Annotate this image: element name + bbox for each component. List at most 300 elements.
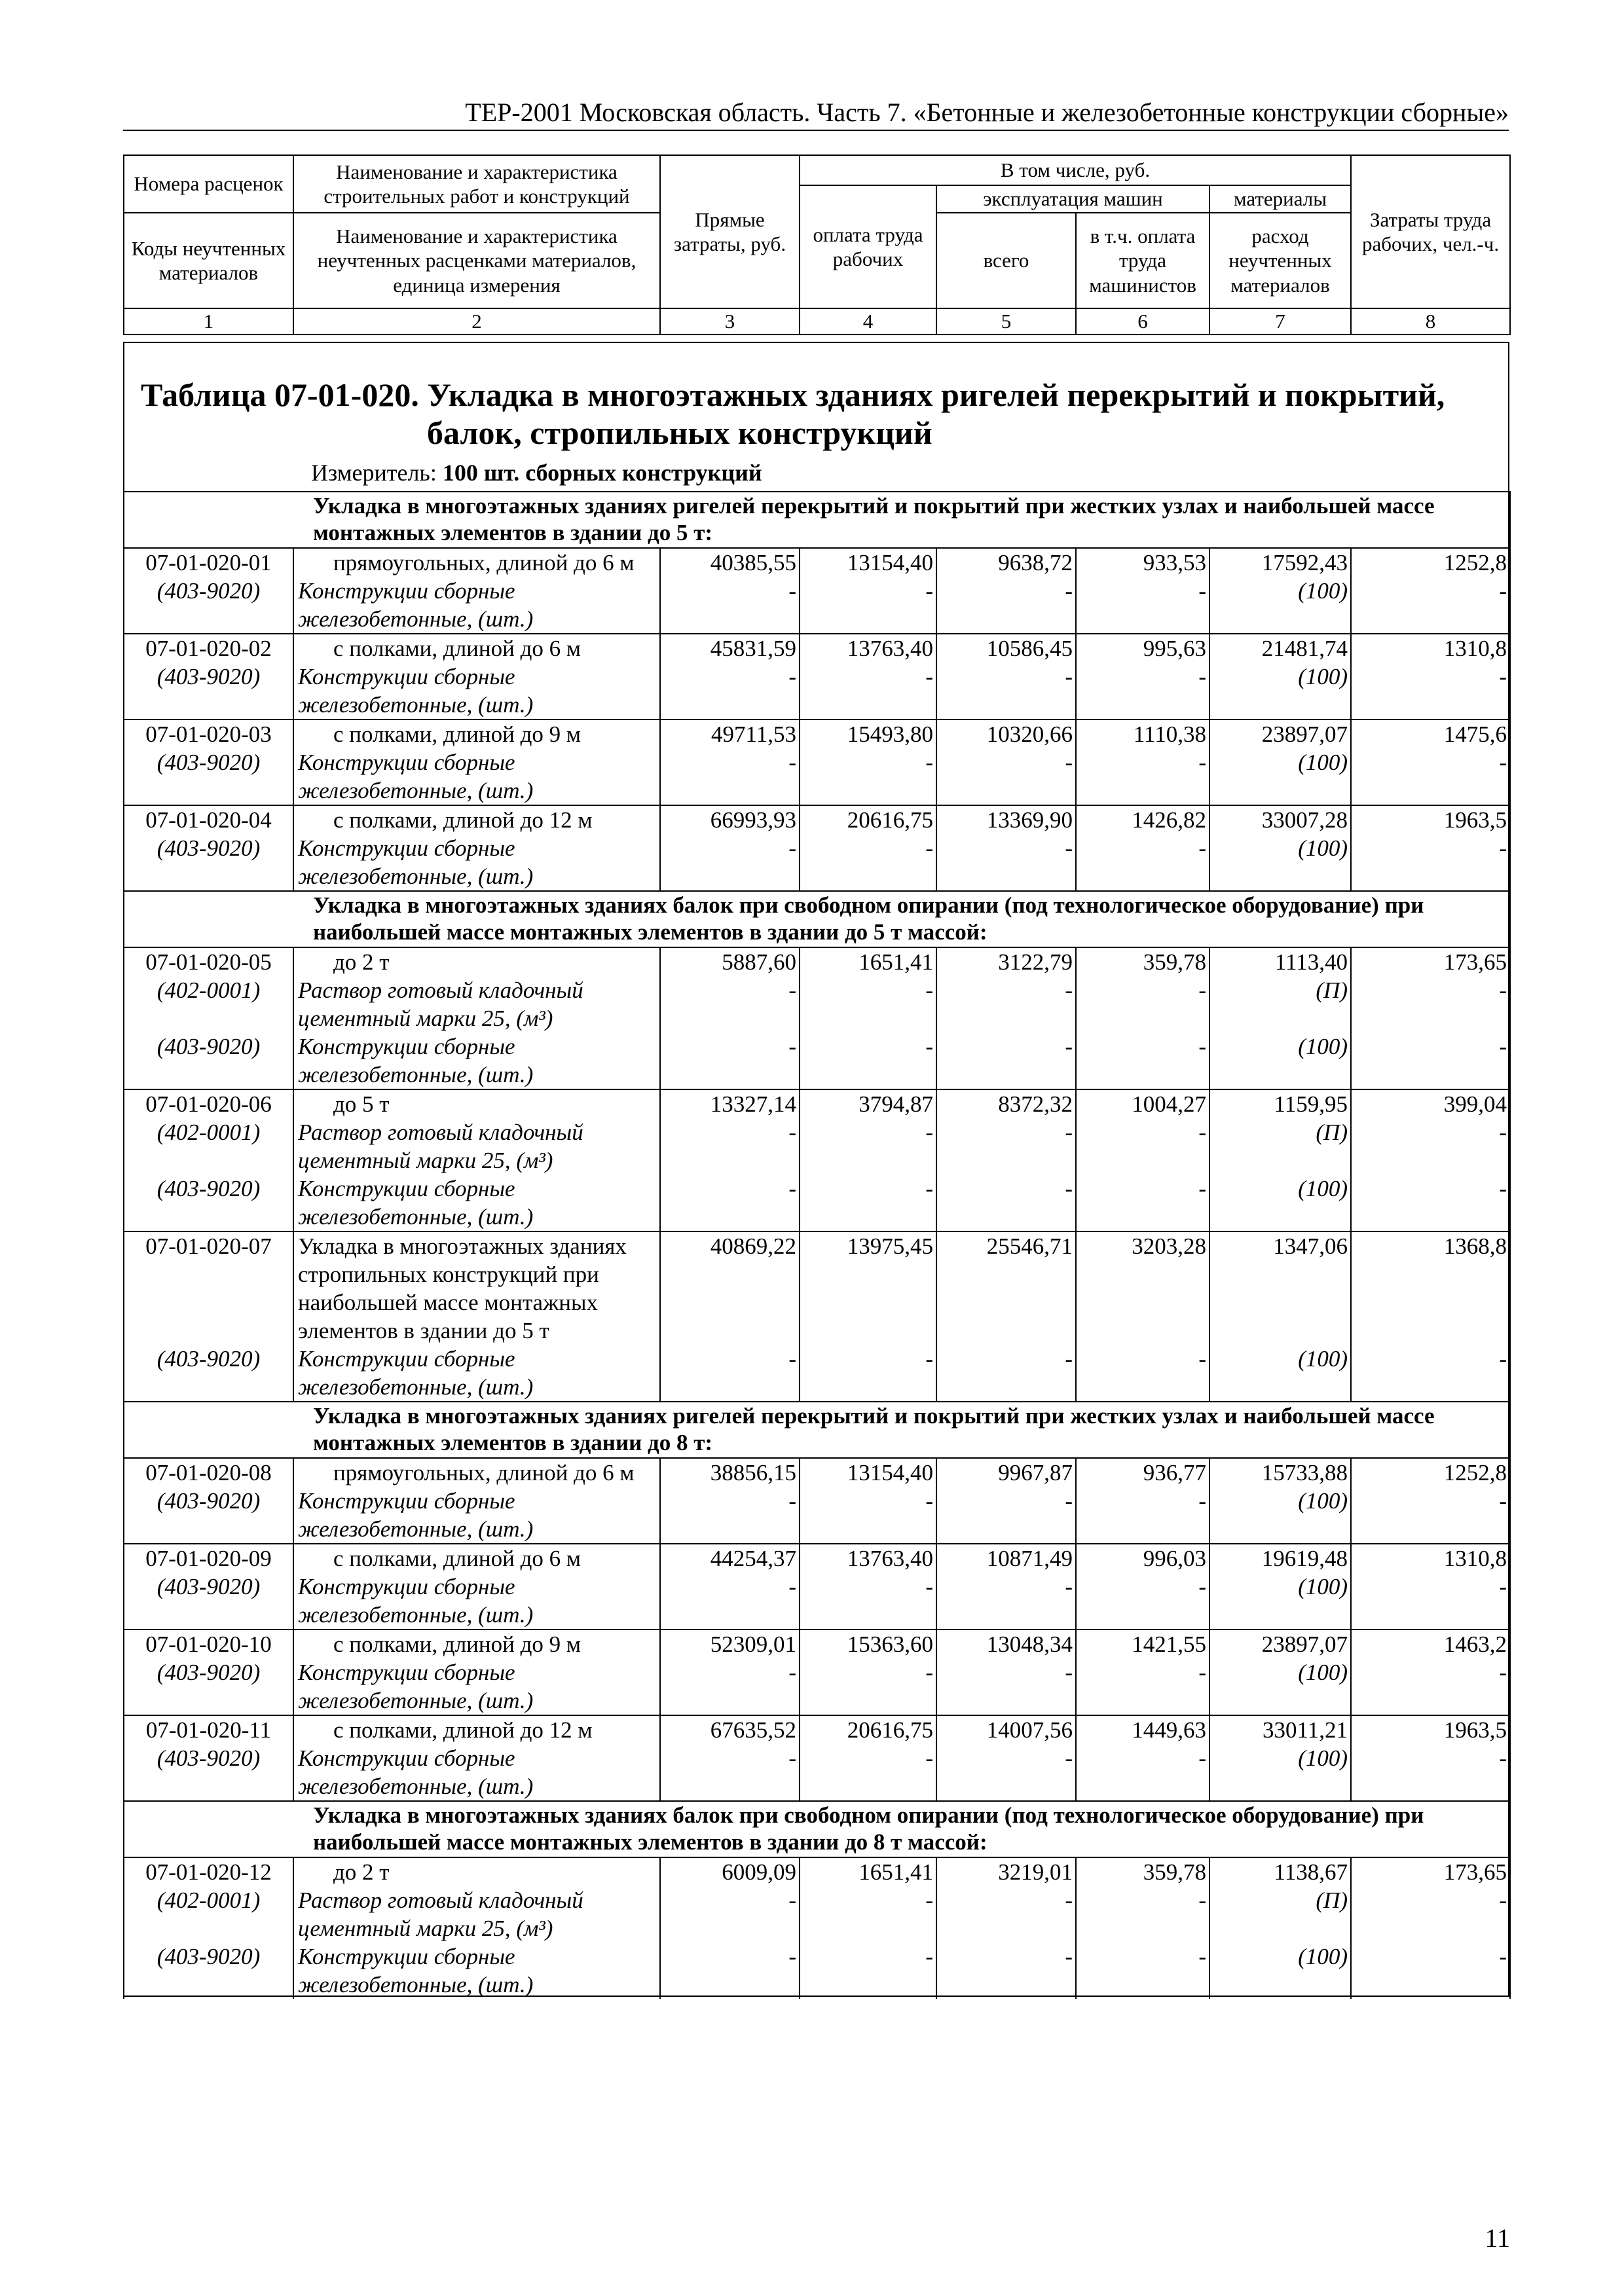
- table-row: [124, 720, 1510, 748]
- table-row: [124, 776, 1510, 805]
- empty-cell: [660, 1317, 800, 1345]
- dash-cell: -: [660, 1744, 800, 1772]
- column-number: 4: [800, 308, 936, 335]
- empty-cell: [1209, 1004, 1351, 1032]
- empty-cell: [936, 605, 1076, 634]
- dash-cell: -: [1076, 1886, 1209, 1914]
- empty-cell: [1076, 1260, 1209, 1288]
- material-name: Конструкции сборные: [293, 663, 660, 691]
- dash-cell: -: [1076, 1345, 1209, 1373]
- material-name: Конструкции сборные: [293, 1345, 660, 1373]
- labor-hours-value: 1310,8: [1351, 1544, 1510, 1573]
- empty-cell: [936, 1772, 1076, 1801]
- machinists-pay-value: 996,03: [1076, 1544, 1209, 1573]
- dash-cell: -: [1076, 748, 1209, 776]
- dash-cell: -: [1351, 1658, 1510, 1686]
- machines-total-value: 25546,71: [936, 1231, 1076, 1260]
- dash-cell: -: [1076, 1175, 1209, 1203]
- dash-cell: -: [936, 577, 1076, 605]
- material-quantity: (100): [1209, 1175, 1351, 1203]
- material-name: Раствор готовый кладочный: [293, 1886, 660, 1914]
- dash-cell: -: [800, 1175, 936, 1203]
- direct-costs-value: 5887,60: [660, 947, 800, 976]
- section-title: Укладка в многоэтажных зданиях балок при свободном опирании (под технологическое оборудование) при наибольшей массе монтажных элементов в здании до 8 т массой:: [124, 1801, 1510, 1857]
- table-row: [124, 1487, 1510, 1515]
- page-number: 11: [1485, 2223, 1510, 2253]
- material-quantity: (100): [1209, 1487, 1351, 1515]
- dash-cell: -: [1076, 1487, 1209, 1515]
- material-code: (402-0001): [124, 976, 293, 1004]
- empty-cell: [936, 1914, 1076, 1942]
- labor-pay-value: 3794,87: [800, 1089, 936, 1118]
- empty-cell: [1209, 1203, 1351, 1231]
- rate-name: с полками, длиной до 12 м: [293, 1715, 660, 1744]
- table-row: [124, 1373, 1510, 1402]
- empty-cell: [660, 691, 800, 720]
- rate-name-continued: стропильных конструкций при: [293, 1260, 660, 1288]
- direct-costs-value: 49711,53: [660, 720, 800, 748]
- table-title-continued: балок, стропильных конструкций: [427, 414, 932, 451]
- dash-cell: -: [1351, 1175, 1510, 1203]
- dash-cell: -: [660, 1886, 800, 1914]
- material-name: Конструкции сборные: [293, 1032, 660, 1061]
- material-quantity: (100): [1209, 1942, 1351, 1971]
- dash-cell: -: [936, 1118, 1076, 1146]
- dash-cell: -: [800, 577, 936, 605]
- empty-cell: [1351, 1004, 1510, 1032]
- empty-cell: [936, 1373, 1076, 1402]
- material-code: (403-9020): [124, 1942, 293, 1971]
- dash-cell: -: [1076, 663, 1209, 691]
- empty-cell: [800, 862, 936, 891]
- rate-name: прямоугольных, длиной до 6 м: [293, 548, 660, 577]
- empty-cell: [1209, 1061, 1351, 1089]
- empty-cell: [660, 1061, 800, 1089]
- labor-hours-value: 399,04: [1351, 1089, 1510, 1118]
- material-code: (403-9020): [124, 1658, 293, 1686]
- dash-cell: -: [800, 1942, 936, 1971]
- rate-name: с полками, длиной до 9 м: [293, 1630, 660, 1658]
- rate-name: с полками, длиной до 6 м: [293, 1544, 660, 1573]
- material-quantity: (П): [1209, 1118, 1351, 1146]
- dash-cell: -: [1351, 1118, 1510, 1146]
- direct-costs-value: 45831,59: [660, 634, 800, 663]
- material-code: (402-0001): [124, 1886, 293, 1914]
- machines-total-value: 10320,66: [936, 720, 1076, 748]
- machinists-pay-value: 3203,28: [1076, 1231, 1209, 1260]
- materials-cost-value: 33007,28: [1209, 805, 1351, 834]
- materials-cost-value: 19619,48: [1209, 1544, 1351, 1573]
- material-quantity: (100): [1209, 1744, 1351, 1772]
- dash-cell: -: [936, 1942, 1076, 1971]
- machinists-pay-value: 1004,27: [1076, 1089, 1209, 1118]
- empty-cell: [660, 862, 800, 891]
- empty-cell: [660, 1601, 800, 1630]
- material-code: (403-9020): [124, 1744, 293, 1772]
- empty-cell: [936, 1515, 1076, 1544]
- dash-cell: -: [1076, 1744, 1209, 1772]
- empty-cell: [124, 1971, 293, 1999]
- empty-cell: [1076, 691, 1209, 720]
- column-number: 2: [293, 308, 660, 335]
- labor-pay-value: 13975,45: [800, 1231, 936, 1260]
- header-labor-cost: Затраты труда рабочих, чел.-ч.: [1351, 155, 1510, 308]
- material-name-continued: цементный марки 25, (м³): [293, 1146, 660, 1175]
- dash-cell: -: [1351, 1942, 1510, 1971]
- empty-cell: [800, 1288, 936, 1317]
- machinists-pay-value: 1421,55: [1076, 1630, 1209, 1658]
- empty-cell: [1076, 1203, 1209, 1231]
- material-quantity: (100): [1209, 1658, 1351, 1686]
- table-row: [124, 577, 1510, 605]
- labor-pay-value: 13154,40: [800, 1458, 936, 1487]
- direct-costs-value: 44254,37: [660, 1544, 800, 1573]
- empty-cell: [800, 1971, 936, 1999]
- rate-code: 07-01-020-12: [124, 1857, 293, 1886]
- table-row: [124, 1515, 1510, 1544]
- material-name-continued: железобетонные, (шт.): [293, 605, 660, 634]
- column-number: 6: [1076, 308, 1209, 335]
- material-name: Конструкции сборные: [293, 1942, 660, 1971]
- header-unaccounted-materials: расход неучтенных материалов: [1209, 213, 1351, 308]
- empty-cell: [1351, 1061, 1510, 1089]
- empty-cell: [1209, 1515, 1351, 1544]
- empty-cell: [1076, 1686, 1209, 1715]
- dash-cell: -: [660, 1942, 800, 1971]
- empty-cell: [660, 776, 800, 805]
- meter-value: 100 шт. сборных конструкций: [442, 460, 762, 486]
- dash-cell: -: [936, 748, 1076, 776]
- empty-cell: [936, 1004, 1076, 1032]
- dash-cell: -: [800, 834, 936, 862]
- table-row: [124, 1260, 1510, 1288]
- rate-code: 07-01-020-04: [124, 805, 293, 834]
- dash-cell: -: [1076, 1658, 1209, 1686]
- column-number: 8: [1351, 308, 1510, 335]
- rate-code: 07-01-020-05: [124, 947, 293, 976]
- dash-cell: -: [1351, 1032, 1510, 1061]
- empty-cell: [124, 1061, 293, 1089]
- section-header: [124, 1801, 1510, 1857]
- material-name: Конструкции сборные: [293, 1744, 660, 1772]
- machines-total-value: 10586,45: [936, 634, 1076, 663]
- labor-hours-value: 1963,5: [1351, 1715, 1510, 1744]
- table-row: [124, 1630, 1510, 1658]
- dash-cell: -: [660, 1032, 800, 1061]
- table-row: [124, 1089, 1510, 1118]
- table-row: [124, 1686, 1510, 1715]
- dash-cell: -: [936, 976, 1076, 1004]
- machinists-pay-value: 995,63: [1076, 634, 1209, 663]
- machinists-pay-value: 1110,38: [1076, 720, 1209, 748]
- dash-cell: -: [800, 1487, 936, 1515]
- empty-cell: [1209, 1601, 1351, 1630]
- material-code: (403-9020): [124, 748, 293, 776]
- empty-cell: [124, 691, 293, 720]
- table-row: [124, 1971, 1510, 1999]
- material-name-continued: железобетонные, (шт.): [293, 1772, 660, 1801]
- empty-cell: [1076, 1515, 1209, 1544]
- rate-name-continued: элементов в здании до 5 т: [293, 1317, 660, 1345]
- machines-total-value: 14007,56: [936, 1715, 1076, 1744]
- material-quantity: (100): [1209, 1573, 1351, 1601]
- dash-cell: -: [660, 1345, 800, 1373]
- direct-costs-value: 40385,55: [660, 548, 800, 577]
- empty-cell: [124, 1317, 293, 1345]
- header-direct-costs: Прямые затраты, руб.: [660, 155, 800, 308]
- dash-cell: -: [800, 1345, 936, 1373]
- machines-total-value: 10871,49: [936, 1544, 1076, 1573]
- header-material-names: Наименование и характеристика неучтенных расценками материалов, единица измерения: [293, 213, 660, 308]
- empty-cell: [660, 1260, 800, 1288]
- material-code: (403-9020): [124, 663, 293, 691]
- material-quantity: (100): [1209, 663, 1351, 691]
- table-row: [124, 805, 1510, 834]
- empty-cell: [800, 605, 936, 634]
- empty-cell: [1209, 691, 1351, 720]
- rate-code: 07-01-020-02: [124, 634, 293, 663]
- dash-cell: -: [1351, 834, 1510, 862]
- header-rate-numbers: Номера расценок: [124, 155, 293, 213]
- dash-cell: -: [660, 663, 800, 691]
- direct-costs-value: 66993,93: [660, 805, 800, 834]
- header-labor-pay: оплата труда рабочих: [800, 185, 936, 308]
- empty-cell: [800, 776, 936, 805]
- material-name: Раствор готовый кладочный: [293, 976, 660, 1004]
- table-row: [124, 947, 1510, 976]
- empty-cell: [660, 1971, 800, 1999]
- dash-cell: -: [1351, 1886, 1510, 1914]
- material-name: Конструкции сборные: [293, 1658, 660, 1686]
- column-number: 3: [660, 308, 800, 335]
- material-quantity: (100): [1209, 1032, 1351, 1061]
- empty-cell: [1351, 1686, 1510, 1715]
- table-row: [124, 834, 1510, 862]
- direct-costs-value: 6009,09: [660, 1857, 800, 1886]
- dash-cell: -: [1076, 834, 1209, 862]
- rate-name-continued: наибольшей массе монтажных: [293, 1288, 660, 1317]
- empty-cell: [124, 1515, 293, 1544]
- table-row: [124, 1203, 1510, 1231]
- empty-cell: [1351, 862, 1510, 891]
- machinists-pay-value: 936,77: [1076, 1458, 1209, 1487]
- empty-cell: [800, 1515, 936, 1544]
- materials-cost-value: 15733,88: [1209, 1458, 1351, 1487]
- empty-cell: [936, 691, 1076, 720]
- table-row: [124, 1573, 1510, 1601]
- dash-cell: -: [800, 1118, 936, 1146]
- rate-name: прямоугольных, длиной до 6 м: [293, 1458, 660, 1487]
- labor-pay-value: 13154,40: [800, 548, 936, 577]
- table-row: [124, 976, 1510, 1004]
- material-name-continued: железобетонные, (шт.): [293, 691, 660, 720]
- table-row: [124, 1601, 1510, 1630]
- rate-code: 07-01-020-07: [124, 1231, 293, 1260]
- table-row: [124, 1061, 1510, 1089]
- header-work-name: Наименование и характеристика строительных работ и конструкций: [293, 155, 660, 213]
- empty-cell: [1076, 1601, 1209, 1630]
- dash-cell: -: [660, 577, 800, 605]
- empty-cell: [1209, 1971, 1351, 1999]
- empty-cell: [936, 1203, 1076, 1231]
- rate-name: до 5 т: [293, 1089, 660, 1118]
- table-row: [124, 1658, 1510, 1686]
- dash-cell: -: [800, 1032, 936, 1061]
- materials-cost-value: 33011,21: [1209, 1715, 1351, 1744]
- empty-cell: [936, 1686, 1076, 1715]
- empty-cell: [1076, 1061, 1209, 1089]
- materials-cost-value: 1113,40: [1209, 947, 1351, 976]
- machines-total-value: 3219,01: [936, 1857, 1076, 1886]
- dash-cell: -: [936, 1175, 1076, 1203]
- empty-cell: [800, 1061, 936, 1089]
- empty-cell: [1209, 1288, 1351, 1317]
- dash-cell: -: [1076, 1942, 1209, 1971]
- dash-cell: -: [660, 1175, 800, 1203]
- empty-cell: [1076, 1317, 1209, 1345]
- dash-cell: -: [936, 1032, 1076, 1061]
- table-row: [124, 1458, 1510, 1487]
- labor-hours-value: 1252,8: [1351, 1458, 1510, 1487]
- material-name: Конструкции сборные: [293, 1175, 660, 1203]
- rate-code: 07-01-020-09: [124, 1544, 293, 1573]
- table-row: [124, 1032, 1510, 1061]
- material-name-continued: цементный марки 25, (м³): [293, 1914, 660, 1942]
- labor-pay-value: 13763,40: [800, 1544, 936, 1573]
- dash-cell: -: [1351, 1345, 1510, 1373]
- table-row: [124, 1914, 1510, 1942]
- empty-cell: [936, 1317, 1076, 1345]
- dash-cell: -: [936, 1886, 1076, 1914]
- table-row: [124, 1942, 1510, 1971]
- material-name: Конструкции сборные: [293, 1487, 660, 1515]
- dash-cell: -: [936, 1573, 1076, 1601]
- dash-cell: -: [1076, 1573, 1209, 1601]
- dash-cell: -: [936, 1487, 1076, 1515]
- table-row: [124, 1317, 1510, 1345]
- material-name-continued: железобетонные, (шт.): [293, 1971, 660, 1999]
- table-row: [124, 691, 1510, 720]
- material-name-continued: железобетонные, (шт.): [293, 1515, 660, 1544]
- labor-hours-value: 1463,2: [1351, 1630, 1510, 1658]
- labor-hours-value: 173,65: [1351, 1857, 1510, 1886]
- empty-cell: [1351, 1971, 1510, 1999]
- table-row: [124, 1175, 1510, 1203]
- labor-pay-value: 20616,75: [800, 805, 936, 834]
- rate-code: 07-01-020-06: [124, 1089, 293, 1118]
- dash-cell: -: [800, 748, 936, 776]
- machinists-pay-value: 1449,63: [1076, 1715, 1209, 1744]
- section-title: Укладка в многоэтажных зданиях ригелей перекрытий и покрытий при жестких узлах и наибольшей массе монтажных элементов в здании до 8 т:: [124, 1402, 1510, 1458]
- dash-cell: -: [936, 663, 1076, 691]
- empty-cell: [1351, 1601, 1510, 1630]
- empty-cell: [1076, 776, 1209, 805]
- labor-pay-value: 1651,41: [800, 1857, 936, 1886]
- empty-cell: [124, 862, 293, 891]
- material-name: Конструкции сборные: [293, 577, 660, 605]
- dash-cell: -: [1351, 748, 1510, 776]
- empty-cell: [660, 1515, 800, 1544]
- labor-hours-value: 173,65: [1351, 947, 1510, 976]
- labor-pay-value: 1651,41: [800, 947, 936, 976]
- empty-cell: [800, 1260, 936, 1288]
- direct-costs-value: 52309,01: [660, 1630, 800, 1658]
- dash-cell: -: [1351, 1487, 1510, 1515]
- empty-cell: [124, 1288, 293, 1317]
- empty-cell: [1209, 1686, 1351, 1715]
- dash-cell: -: [1351, 663, 1510, 691]
- empty-cell: [660, 1146, 800, 1175]
- direct-costs-value: 38856,15: [660, 1458, 800, 1487]
- table-row: [124, 605, 1510, 634]
- dash-cell: -: [660, 834, 800, 862]
- labor-hours-value: 1252,8: [1351, 548, 1510, 577]
- table-row: [124, 1715, 1510, 1744]
- table-row: [124, 1118, 1510, 1146]
- empty-cell: [800, 1146, 936, 1175]
- rate-code: 07-01-020-11: [124, 1715, 293, 1744]
- rate-code: 07-01-020-01: [124, 548, 293, 577]
- table-row: [124, 862, 1510, 891]
- empty-cell: [1209, 1317, 1351, 1345]
- column-number: 5: [936, 308, 1076, 335]
- dash-cell: -: [1351, 1744, 1510, 1772]
- table-row: [124, 548, 1510, 577]
- machines-total-value: 9967,87: [936, 1458, 1076, 1487]
- empty-cell: [936, 1288, 1076, 1317]
- table-row: [124, 1772, 1510, 1801]
- rates-table: [123, 491, 1511, 1999]
- material-code: (403-9020): [124, 834, 293, 862]
- material-name: Конструкции сборные: [293, 1573, 660, 1601]
- empty-cell: [800, 1914, 936, 1942]
- materials-cost-value: 17592,43: [1209, 548, 1351, 577]
- material-code: (403-9020): [124, 1573, 293, 1601]
- table-title: Таблица 07-01-020. Укладка в многоэтажных зданиях ригелей перекрытий и покрытий,: [141, 376, 1445, 413]
- dash-cell: -: [936, 1658, 1076, 1686]
- rate-name: до 2 т: [293, 947, 660, 976]
- dash-cell: -: [800, 1658, 936, 1686]
- material-name-continued: железобетонные, (шт.): [293, 1373, 660, 1402]
- rate-name: с полками, длиной до 9 м: [293, 720, 660, 748]
- direct-costs-value: 67635,52: [660, 1715, 800, 1744]
- direct-costs-value: 40869,22: [660, 1231, 800, 1260]
- empty-cell: [124, 1004, 293, 1032]
- empty-cell: [1076, 605, 1209, 634]
- table-row: [124, 634, 1510, 663]
- section-header: [124, 891, 1510, 947]
- materials-cost-value: 1138,67: [1209, 1857, 1351, 1886]
- empty-cell: [800, 1373, 936, 1402]
- empty-cell: [124, 1914, 293, 1942]
- empty-cell: [1351, 1515, 1510, 1544]
- dash-cell: -: [1076, 976, 1209, 1004]
- section-header: [124, 1402, 1510, 1458]
- column-header-table: [123, 155, 1511, 335]
- empty-cell: [800, 1317, 936, 1345]
- dash-cell: -: [660, 976, 800, 1004]
- material-name: Раствор готовый кладочный: [293, 1118, 660, 1146]
- material-name: Конструкции сборные: [293, 834, 660, 862]
- empty-cell: [800, 1686, 936, 1715]
- empty-cell: [936, 776, 1076, 805]
- machines-total-value: 13369,90: [936, 805, 1076, 834]
- material-name-continued: железобетонные, (шт.): [293, 1061, 660, 1089]
- dash-cell: -: [660, 1118, 800, 1146]
- header-rule: [123, 130, 1509, 131]
- dash-cell: -: [660, 1658, 800, 1686]
- empty-cell: [1076, 1772, 1209, 1801]
